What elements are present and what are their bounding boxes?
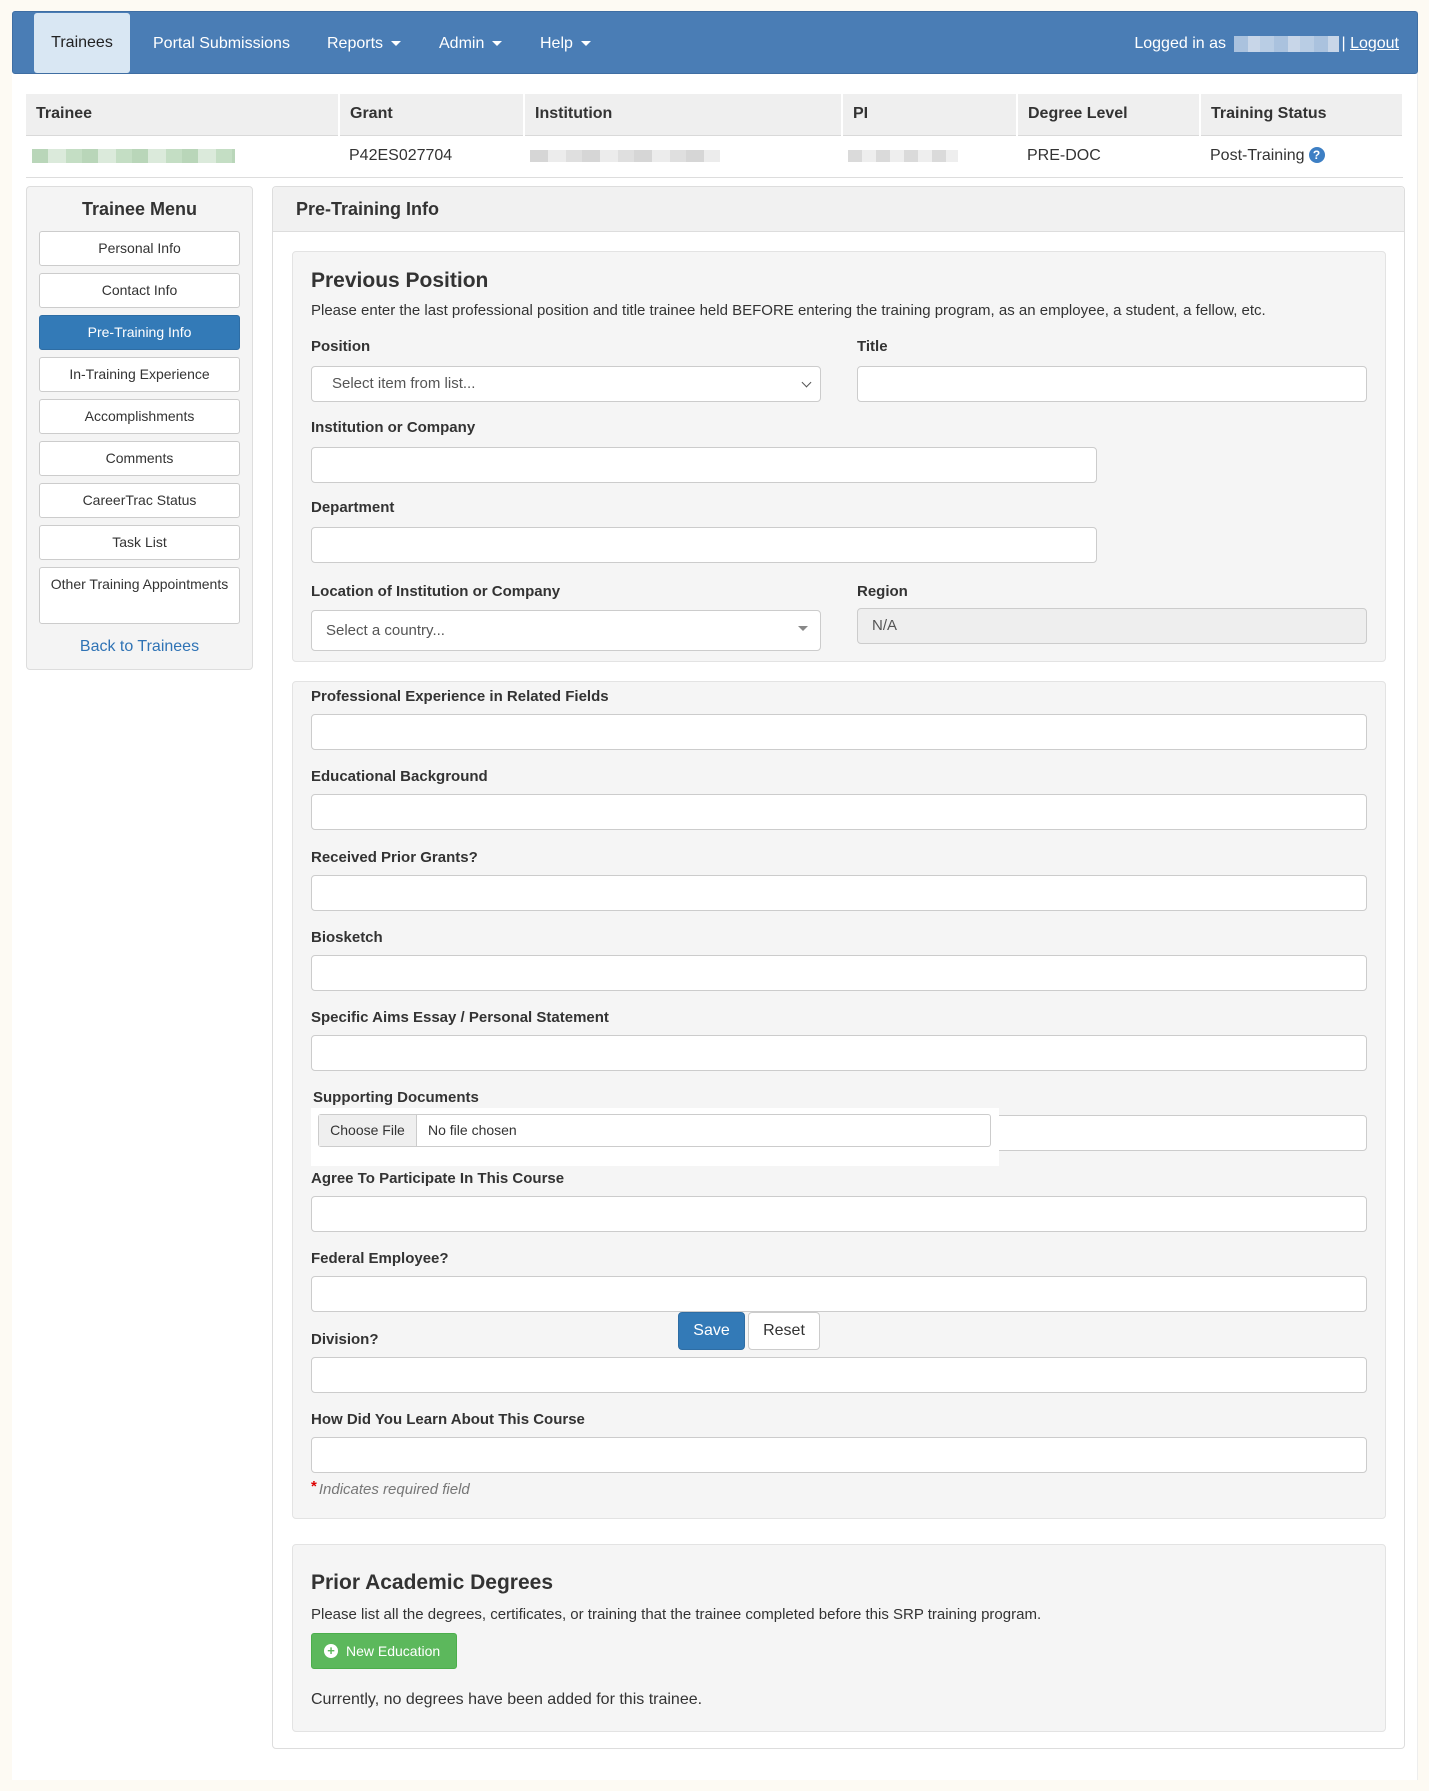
position-select[interactable] xyxy=(311,366,821,402)
top-navbar xyxy=(12,11,1418,74)
sidebar-item-comments[interactable]: Comments xyxy=(39,441,240,476)
department-input[interactable] xyxy=(311,527,1097,563)
nav-portal-submissions[interactable]: Portal Submissions xyxy=(153,35,290,52)
prior-degrees-help: Please list all the degrees, certificates, or training that the trainee completed before this SRP training program. xyxy=(311,1606,1042,1623)
header-trainee: Trainee xyxy=(26,94,339,135)
background-details-section xyxy=(292,681,1386,1519)
cell-institution xyxy=(524,135,842,177)
panel-heading: Pre-Training Info xyxy=(273,187,1404,232)
file-input[interactable] xyxy=(318,1114,991,1147)
professional-experience-label: Professional Experience in Related Fields xyxy=(311,688,609,705)
user-status xyxy=(1134,12,1399,75)
chevron-down-icon xyxy=(492,41,502,46)
header-degree-level: Degree Level xyxy=(1017,94,1200,135)
section-help-text: Please enter the last professional position and title trainee held BEFORE entering the training program, as an employee, a student, a fellow, etc. xyxy=(311,302,1266,319)
back-to-trainees-link[interactable]: Back to Trainees xyxy=(79,638,200,655)
supporting-documents-label: Supporting Documents xyxy=(313,1089,479,1106)
file-upload-wrapper xyxy=(311,1108,999,1166)
agree-participate-input[interactable] xyxy=(311,1196,1367,1232)
cell-trainee xyxy=(26,135,339,177)
header-grant: Grant xyxy=(339,94,524,135)
specific-aims-input[interactable] xyxy=(311,1035,1367,1071)
educational-background-label: Educational Background xyxy=(311,768,488,785)
section-title: Previous Position xyxy=(311,269,489,292)
caret-down-icon xyxy=(798,626,808,631)
required-note-text: Indicates required field xyxy=(318,1481,470,1498)
save-button[interactable]: Save xyxy=(678,1312,745,1350)
header-pi: PI xyxy=(842,94,1017,135)
nav-help-label: Help xyxy=(540,35,573,52)
separator: | xyxy=(1341,35,1346,52)
sidebar-item-pre-training-info[interactable]: Pre-Training Info xyxy=(39,315,240,350)
sidebar-item-task-list[interactable]: Task List xyxy=(39,525,240,560)
choose-file-button[interactable]: Choose File xyxy=(319,1115,417,1146)
biosketch-label: Biosketch xyxy=(311,929,383,946)
no-degrees-message: Currently, no degrees have been added for this trainee. xyxy=(311,1691,703,1708)
redacted-institution xyxy=(530,150,720,162)
federal-employee-input[interactable] xyxy=(311,1276,1367,1312)
title-input[interactable] xyxy=(857,366,1367,402)
location-label: Location of Institution or Company xyxy=(311,583,561,600)
header-training-status: Training Status xyxy=(1200,94,1403,135)
sidebar-item-personal-info[interactable]: Personal Info xyxy=(39,231,240,266)
redacted-username xyxy=(1234,36,1339,52)
position-select-value: Select item from list... xyxy=(332,375,476,392)
prior-degrees-title: Prior Academic Degrees xyxy=(311,1571,554,1594)
cell-degree-level: PRE-DOC xyxy=(1017,135,1200,177)
region-label: Region xyxy=(857,583,908,600)
redacted-trainee-name xyxy=(32,149,235,163)
country-select[interactable] xyxy=(311,610,821,651)
specific-aims-label: Specific Aims Essay / Personal Statement xyxy=(311,1009,609,1026)
position-label: Position xyxy=(311,338,371,355)
prior-grants-input[interactable] xyxy=(311,875,1367,911)
nav-reports[interactable] xyxy=(327,12,401,75)
division-input[interactable] xyxy=(311,1357,1367,1393)
biosketch-input[interactable] xyxy=(311,955,1367,991)
chevron-down-icon xyxy=(391,41,401,46)
table-row xyxy=(26,135,1403,177)
prior-grants-label: Received Prior Grants? xyxy=(311,849,478,866)
cell-grant: P42ES027704 xyxy=(339,135,524,177)
nav-reports-label: Reports xyxy=(327,35,384,52)
educational-background-input[interactable] xyxy=(311,794,1367,830)
trainee-menu-sidebar xyxy=(26,186,253,670)
federal-employee-label: Federal Employee? xyxy=(311,1250,449,1267)
previous-position-section xyxy=(292,251,1386,662)
sidebar-item-other-training-appointments[interactable]: Other Training Appointments xyxy=(39,567,240,624)
department-label: Department xyxy=(311,499,395,516)
required-field-note xyxy=(311,1478,470,1498)
prior-degrees-section xyxy=(292,1544,1386,1732)
nav-help[interactable] xyxy=(540,12,591,75)
sidebar-item-careertrac-status[interactable]: CareerTrac Status xyxy=(39,483,240,518)
division-label: Division? xyxy=(311,1331,379,1348)
new-education-button[interactable] xyxy=(311,1633,457,1669)
region-input: N/A xyxy=(857,608,1367,644)
country-select-value: Select a country... xyxy=(326,622,445,639)
nav-admin-label: Admin xyxy=(439,35,485,52)
pre-training-panel xyxy=(272,186,1405,1749)
institution-input[interactable] xyxy=(311,447,1097,483)
sidebar-item-in-training-experience[interactable]: In-Training Experience xyxy=(39,357,240,392)
sidebar-item-contact-info[interactable]: Contact Info xyxy=(39,273,240,308)
trainee-summary-table xyxy=(26,94,1404,178)
title-label: Title xyxy=(857,338,888,355)
chevron-down-icon xyxy=(581,41,591,46)
plus-circle-icon: + xyxy=(324,1644,338,1658)
learn-about-course-input[interactable] xyxy=(311,1437,1367,1473)
cell-training-status xyxy=(1200,135,1403,177)
agree-participate-label: Agree To Participate In This Course xyxy=(311,1170,565,1187)
logout-link[interactable]: Logout xyxy=(1350,35,1399,52)
reset-button[interactable]: Reset xyxy=(748,1312,820,1350)
required-star: * xyxy=(311,1478,317,1495)
sidebar-title: Trainee Menu xyxy=(81,199,198,219)
nav-trainees[interactable]: Trainees xyxy=(34,13,130,73)
redacted-pi xyxy=(848,150,958,162)
learn-about-course-label: How Did You Learn About This Course xyxy=(311,1411,585,1428)
file-status-text: No file chosen xyxy=(428,1122,517,1138)
logged-in-label: Logged in as xyxy=(1134,35,1226,52)
new-education-label: New Education xyxy=(346,1643,441,1659)
nav-admin[interactable] xyxy=(439,12,502,75)
cell-pi xyxy=(842,135,1017,177)
professional-experience-input[interactable] xyxy=(311,714,1367,750)
sidebar-item-accomplishments[interactable]: Accomplishments xyxy=(39,399,240,434)
help-circle-icon[interactable]: ? xyxy=(1309,147,1325,163)
institution-label: Institution or Company xyxy=(311,419,476,436)
training-status-value: Post-Training xyxy=(1210,147,1305,164)
header-institution: Institution xyxy=(524,94,842,135)
chevron-down-icon xyxy=(802,378,812,388)
